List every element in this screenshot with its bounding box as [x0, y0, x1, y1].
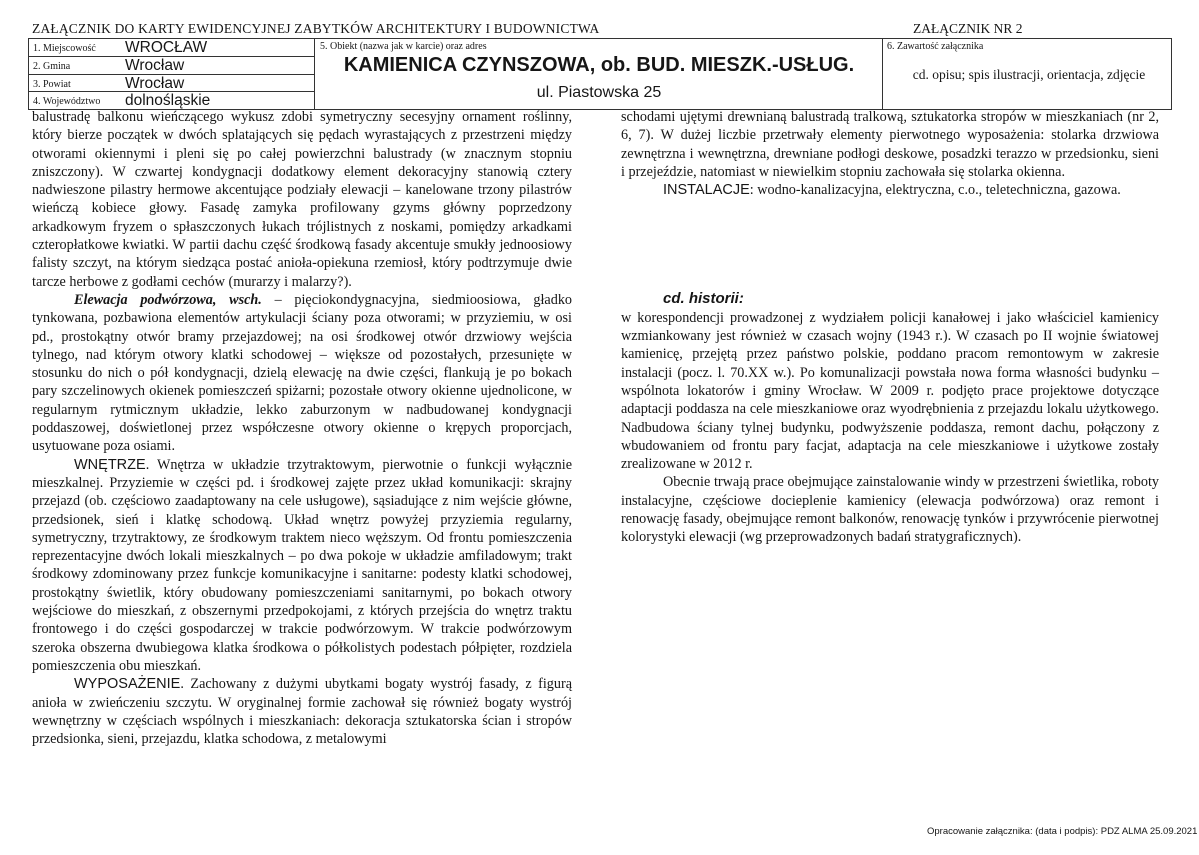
field-label: 1. Miejscowość [33, 43, 96, 54]
paragraph-furnishing-cont: schodami ujętymi drewnianą balustradą tralkową, sztukatorka stropów w mieszkaniach (nr 2, 6, 7). W dużej liczbie przetrwały elementy pierwotnego wyposażenia: stolarka drzwiowa zewnętrzna i wewnętrzna, drewniane podłogi deskowe, posadzki terazzo w przedsionku, sieni i przejeździe, natomiast w niewielkim stopniu zachowała się stolarka okienna. [621, 109, 1159, 180]
paragraph-interior [32, 456, 572, 676]
paragraph-furnishing [32, 675, 572, 748]
section-heading: WNĘTRZE [74, 456, 146, 473]
field-value: WROCŁAW [125, 39, 208, 56]
paragraph-text: . Wnętrza w układzie trzytraktowym, pierwotnie o funkcji wyłącznie mieszkalnej. Przyziemie w części pd. i środkowej zajęte przez układ komunikacji: skrajny przejazd (ob. częściowo zaadaptowany na cele usługowe), sąsiadujące z nim wejście główne, przedsionek, sień i klatkę schodową. Układ wnętrz powyżej przyziemia regularny, symetryczny, trzytraktowy, ze środkowym traktem nieco węższym. Od frontu pomieszczenia reprezentacyjne dwóch lokali mieszkalnych – po dwa pokoje w układzie amfiladowym; trakt środkowy zdominowany przez funkcje komunikacyjne i sanitarne: podesty klatki schodowej, prostokątny świetlik, który obudowany pomieszczeniami sanitarnymi, po bokach otwory wejściowe do mieszkań, z obszernymi przedpokojami, z których przejścia do wnętrz traktu frontowego i do części gospodarczej w trakcie podwórzowym. W trakcie podwórzowym szeroka obszerna dwubiegowa klatka środkowa o półkolistych podestach półpięter, rozdziela pomieszczenia obu mieszkań. [32, 456, 572, 674]
field-gmina [29, 57, 314, 75]
field-miejscowosc [29, 39, 314, 57]
field-label: 4. Województwo [33, 96, 101, 107]
paragraph-courtyard-elevation [32, 291, 572, 456]
field-powiat [29, 75, 314, 93]
field-value: dolnośląskie [125, 92, 211, 109]
paragraph-text: . Zachowany z dużymi ubytkami bogaty wystrój fasady, z figurą anioła w zwieńczeniu szczytu. W oryginalnej formie zachował się również bogaty wystrój wewnętrzny w częściach wspólnych i mieszkaniach: dekoracja sztukatorska ścian i stropów przedsionka, sieni, przejazdu, klatka schodowa, z metalowymi [32, 676, 572, 748]
annex-number: ZAŁĄCZNIK NR 2 [913, 21, 1023, 36]
field-value: Wrocław [125, 75, 185, 92]
object-name: KAMIENICA CZYNSZOWA, ob. BUD. MIESZK.-USŁUG. [343, 54, 855, 76]
paragraph-facade: balustradę balkonu wieńczącego wykusz zdobi symetryczny secesyjny ornament roślinny, który bierze początek w dwóch splatających się pędach wyrastających z przestrzeni między otworami okiennymi i pleni się po całej powierzchni balustrady (w znacznym stopniu zniszczony). W czwartej kondygnacji dodatkowy element dekoracyjny stanowią cztery nadwieszone pilastry hermowe akcentujące podziały elewacji – kanelowane trzony pilastrów wieńczą kobiece głowy. Fasadę zamyka profilowany gzyms główny poprzedzony arkadkowym fryzem o spłaszczonych łukach trójlistnych z noskami, pomiędzy arkadkami czteropłatkowe kwiatki. W partii dachu część środkową fasady akcentuje smukły jednoosiowy falisty szczyt, na którym siedząca postać anioła-opiekuna rzemiosł, który podtrzymuje dwie tarcze herbowe z godłami cechów (murarzy i malarzy?). [32, 109, 572, 290]
section-heading: INSTALACJE [663, 182, 750, 199]
spacer [621, 199, 1159, 290]
field-value: Wrocław [125, 57, 185, 74]
paragraph-text: – pięciokondygnacyjna, siedmioosiowa, gładko tynkowana, pozbawiona elementów artykulacji ściany poza otworami; w przyziemiu, w osi pd., prostokątny otwór bramy przejazdowej; na osi środkowej otwór drzwiowy wejścia tylnego, nad którym otwory klatki schodowej – większe od pozostałych, przesunięte w stosunku do nich o pół kondygnacji, dzielą elewację na dwie części, flankują je po bokach pary szczelinowych okienek pomieszczeń spiżarni; pozostałe otwory okienne ujednolicone, w regularnym rytmicznym układzie, lekko zaburzonym w nadbudowanej kondygnacji poddaszowej, doświetlonej przez współczesne otwory okienne o krępych proporcjach, usytuowane poza osiami. [32, 291, 573, 455]
document-title: ZAŁĄCZNIK DO KARTY EWIDENCYJNEJ ZABYTKÓW ARCHITEKTURY I BUDOWNICTWA [32, 21, 600, 36]
left-column [32, 108, 572, 748]
paragraph-current-works: Obecnie trwają prace obejmujące zainstalowanie windy w przestrzeni świetlika, roboty instalacyjne, częściowe docieplenie kamienicy (elewacja podwórzowa) oraz remont i renowację fasady, obejmujące remont balkonów, renowację tynków i przywrócenie pierwotnej kolorystyki elewacji (wg przeprowadzonych badań stratygraficznych). [621, 474, 1159, 546]
section-heading: Elewacja podwórzowa, wsch. [74, 291, 262, 308]
paragraph-installations [621, 181, 1159, 199]
contents-label: 6. Zawartość załącznika [887, 41, 984, 52]
right-column [621, 108, 1159, 547]
field-label: 3. Powiat [33, 79, 71, 90]
paragraph-text: : wodno-kanalizacyjna, elektryczna, c.o., teletechniczna, gazowa. [749, 182, 1121, 199]
object-address: ul. Piastowska 25 [536, 84, 662, 101]
field-label: 2. Gmina [33, 61, 71, 72]
section-heading: WYPOSAŻENIE [74, 676, 181, 693]
paragraph-history: w korespondencji prowadzonej z wydziałem policji kanałowej i jako właściciel kamienicy wzmiankowany jest również w czasach wojny (1943 r.). W czasach po II wojnie światowej kamienicę, przejętą przez państwo polskie, poddano pracom remontowym w zakresie instalacji (pocz. l. 70.XX w.). Po komunalizacji powstała nowa forma własności budynku – wspólnota lokatorów i gminy Wrocław. W 2009 r. podjęto prace projektowe dotyczące adaptacji poddasza na cele mieszkaniowe oraz wyodrębnienia z przejazdu lokalu użytkowego. Nadbudowa ściany tylnej budynku, podwyższenie poddasza, remont dachu, połączony z wbudowaniem od frontu pary facjat, adaptacja na cele mieszkaniowe i użytkowe zostały zrealizowane w 2012 r. [621, 309, 1159, 473]
contents-value: cd. opisu; spis ilustracji, orientacja, zdjęcie [912, 67, 1146, 82]
footer-signature: Opracowanie załącznika: (data i podpis): PDZ ALMA 25.09.2021 [927, 826, 1198, 837]
object-label: 5. Obiekt (nazwa jak w karcie) oraz adres [320, 41, 487, 52]
header-table [28, 38, 1172, 110]
history-heading: cd. historii: [663, 290, 744, 308]
